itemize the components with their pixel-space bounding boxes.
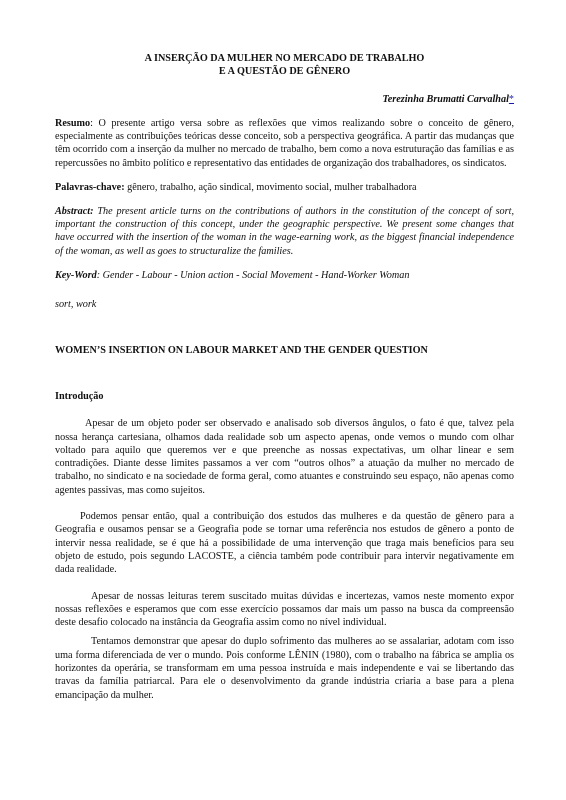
document-page <box>55 52 514 702</box>
abstract-text: The present article turns on the contributions of authors in the constitution of the concept of sort, important the construction of this concept, under the geographic perspective. We present some changes that have occurred with the insertion of the woman in the wage-earning work, as the biggest financial independence of the woman, as well as goes to structuralize the families. <box>55 206 514 257</box>
key-word-text: : Gender - Labour - Union action - Social Movement - Hand-Worker Woman <box>96 269 410 281</box>
author-name: Terezinha Brumatti Carvalhal <box>382 94 509 105</box>
palavras-chave-paragraph <box>55 181 514 194</box>
article-title-line-2: E A QUESTÃO DE GÊNERO <box>218 66 351 77</box>
english-title: WOMEN’S INSERTION ON LABOUR MARKET AND THE GENDER QUESTION <box>55 345 428 357</box>
resumo-paragraph <box>55 117 514 170</box>
palavras-chave-label: Palavras-chave: <box>55 181 125 193</box>
author-line <box>55 93 514 106</box>
resumo-text: : O presente artigo versa sobre as reflexões que vimos realizando sobre o conceito de gênero, especialmente as contribuições teóricas desse conceito, sob a perspectiva geográfica. A partir das mudanças que têm ocorrido com a inserção da mulher no mercado de trabalho, bem como a nova estruturação das famílias e as repercussões no âmbito político e representativo das entidades de organização dos trabalhadores, os sindicatos. <box>55 118 514 169</box>
resumo-label: Resumo <box>55 118 91 129</box>
body-paragraph: Podemos pensar então, qual a contribuição dos estudos das mulheres e da questão de gênero para a Geografia e ousamos pensar se a Geografia pode se tornar uma referência nos estudos de gênero a ponto de intervir nessa realidade, se é que há a possibilidade de uma intervenção que traga mais benefícios para seu objeto de estudo, pois segundo LACOSTE, a ciência também pode contribuir para intervir negativamente em dada realidade. <box>55 511 514 576</box>
article-title <box>55 52 514 78</box>
introducao-heading: Introdução <box>55 391 104 403</box>
body-paragraph: Apesar de nossas leituras terem suscitado muitas dúvidas e incertezas, vamos neste momento expor nossas reflexões e esperamos que com esse exercício possamos dar mais um passo na busca da compreensão deste desafio colocado na instância da Geografia assim como no nível individual. <box>55 590 514 629</box>
article-title-line-1: A INSERÇÃO DA MULHER NO MERCADO DE TRABALHO <box>144 53 425 64</box>
sort-work-line: sort, work <box>55 299 97 311</box>
abstract-paragraph <box>55 205 514 258</box>
key-word-label: Key-Word <box>55 269 97 281</box>
key-word-paragraph <box>55 269 514 282</box>
abstract-label: Abstract: <box>55 206 94 218</box>
author-footnote-link[interactable]: * <box>508 94 514 105</box>
body-paragraph: Apesar de um objeto poder ser observado e analisado sob diversos ângulos, o fato é que, talvez pela nossa herança cartesiana, olhamos dada realidade sob um aspecto apenas, onde vemos o mundo com olhar voltado para aquilo que queremos ver e que preenche as nossas expectativas, um olhar linear e sem contradições. Diante desse limites passamos a ver com “outros olhos” a atuação da mulher no mercado de trabalho, no sindicato e na sociedade de forma geral, como atuantes e construindo seu espaço, não apenas como agentes passivas, mas como sujeitos. <box>55 418 514 496</box>
palavras-chave-text: gênero, trabalho, ação sindical, movimento social, mulher trabalhadora <box>124 181 417 193</box>
body-paragraph: Tentamos demonstrar que apesar do duplo sofrimento das mulheres ao se assalariar, adotam com isso uma forma diferenciada de ver o mundo. Pois conforme LÊNIN (1980), com o trabalho na fábrica se amplia os horizontes da operária, se transformam em uma pessoa instruída e mais independente e vai se libertando das travas da família patriarcal. Para ele o desenvolvimento da grande indústria criaria a base para a plena emancipação da mulher. <box>55 636 514 701</box>
